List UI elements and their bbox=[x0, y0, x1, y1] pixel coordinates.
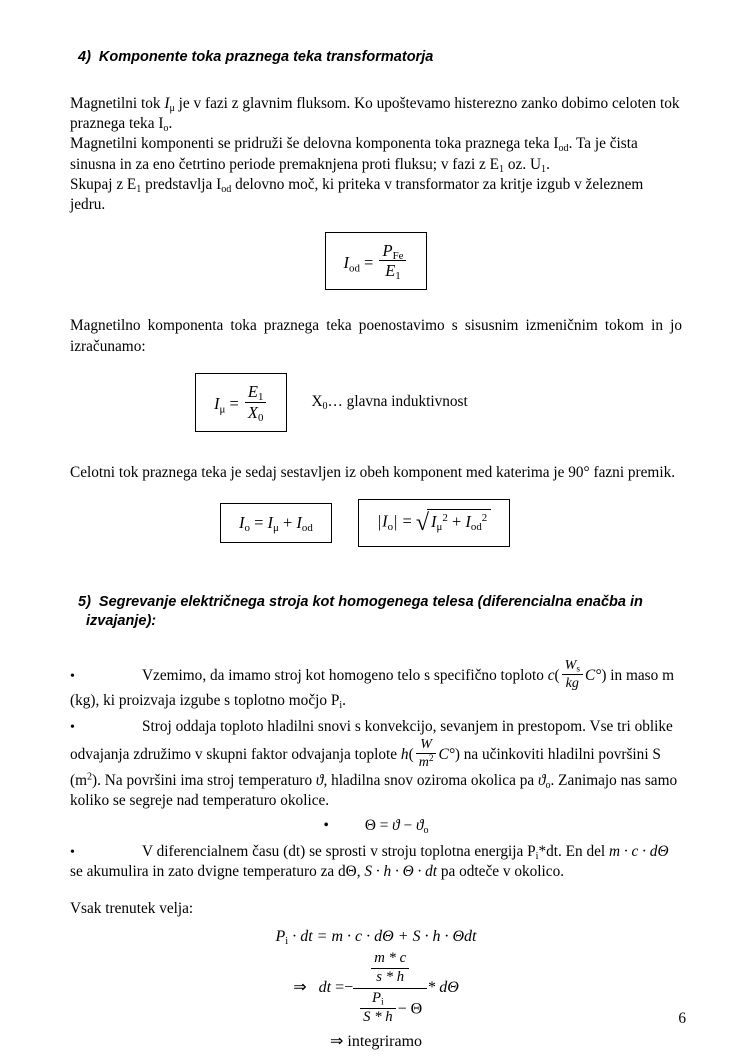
symbol-theta-o: $ϑ_o$ bbox=[537, 771, 551, 791]
para1-text-a: Magnetilni tok bbox=[70, 94, 165, 112]
page-number: 6 bbox=[678, 1010, 686, 1027]
section-5-title: Segrevanje električnega stroja kot homogenega telesa (diferencialna enačba in izvajanje): bbox=[86, 593, 643, 630]
equation-theta-row bbox=[70, 816, 682, 836]
bullet-icon bbox=[70, 717, 142, 738]
para1-text-b: je v fazi z glavnim fluksom. Ko upoštevamo histerezno zanko dobimo celoten tok praznega teka I bbox=[70, 94, 680, 132]
para1-text-c: . bbox=[168, 114, 173, 132]
bullet2-text-b: na učinkoviti hladilni površini S (m bbox=[70, 746, 661, 789]
section-5-bullet-1 bbox=[70, 658, 682, 712]
para2-text-d: . bbox=[546, 155, 550, 173]
final-line: ⇒ integriramo bbox=[329, 1032, 423, 1050]
bullet3-text-c: se akumulira in zato dvigne temperaturo za dΘ, bbox=[70, 863, 365, 881]
fraction-pi-over-sh: $\frac{P_i}{S * h}$ bbox=[360, 991, 395, 1026]
radical-icon: √ bbox=[415, 509, 430, 536]
section-4-heading bbox=[78, 48, 682, 68]
section-4-paragraph-5: Celotni tok praznega teka je sedaj sestavljen iz obeh komponent med katerima je 90° fazni premik. bbox=[70, 463, 676, 481]
formula-io-magnitude: $|I_o|$ = √ $I_\mu^2 + I_{od}^2$ bbox=[358, 499, 510, 547]
para3-sub-od: od bbox=[221, 183, 232, 195]
para2-sub-u1: 1 bbox=[541, 163, 547, 175]
formula-2-sidenote: $X_0\dots$ glavna induktivnost bbox=[311, 393, 468, 413]
abs-bar-right: | bbox=[394, 511, 398, 531]
formula-boxes-3-4-row bbox=[70, 499, 682, 547]
bullet1-text-b: in maso m (kg), ki proizvaja izgube s toplotno močjo P bbox=[70, 666, 674, 710]
bullet-icon bbox=[70, 666, 142, 687]
section-5-bullet-3 bbox=[70, 842, 682, 883]
fraction-e1-over-x0: $\frac{E_1}{X_0}$ bbox=[245, 383, 267, 422]
bullet3-text-d: pa odteče v okolico. bbox=[437, 863, 565, 881]
section-4-number: 4) bbox=[78, 49, 91, 65]
section-5-bullet-2 bbox=[70, 717, 682, 812]
bullet3-text-b: *dt. En del bbox=[538, 842, 610, 860]
closing-line: Vsak trenutek velja: bbox=[70, 899, 194, 917]
section-4-paragraph-3 bbox=[70, 175, 682, 216]
formula-i-mu: $I_\mu$ = $\frac{E_1}{X_0}$ bbox=[195, 373, 287, 432]
formula-box-1-row bbox=[70, 232, 682, 291]
para3-text-a: Skupaj z E bbox=[70, 175, 137, 193]
formula-io-sum: $I_o = I_\mu + I_{od}$ bbox=[220, 503, 332, 543]
bullet1-text-c: . bbox=[342, 692, 346, 710]
math-heat-transfer: h( $\frac{W}{m^2}$ C°) bbox=[400, 736, 460, 771]
bullet1-text-a: Vzemimo, da imamo stroj kot homogeno telo s specifično toploto bbox=[142, 666, 548, 684]
bullet2-text-c: ). Na površini ima stroj temperaturo bbox=[92, 771, 316, 789]
fraction-ws-over-kg: $\frac{W_s}{kg}$ bbox=[562, 658, 583, 691]
bullet2-text-a: Stroj oddaja toploto hladilni snovi s konvekcijo, sevanjem in prestopom. Vse tri oblike odvajanja združimo v skupni faktor odvajanja toplote bbox=[70, 717, 673, 764]
nested-fraction: $\frac{m * c}{s * h}$ $\frac{P_i}{S * h}$ − Θ bbox=[353, 951, 427, 1026]
symbol-theta: ϑ bbox=[315, 771, 324, 789]
bullet2-text-d: , hladilna snov oziroma okolica pa bbox=[323, 771, 538, 789]
page-content bbox=[70, 48, 682, 1051]
section-5-heading bbox=[78, 593, 682, 632]
para2-sub-1: 1 bbox=[499, 163, 505, 175]
final-equation-2: ⇒ dt =− $\frac{m * c}{s * h}$ $\frac{P_i}{S * h}$ − Θ * dΘ bbox=[293, 949, 459, 1025]
section-4-paragraph-2 bbox=[70, 134, 682, 175]
fraction-mc-over-sh: $\frac{m * c}{s * h}$ bbox=[371, 951, 409, 986]
bullet1-sub-i: i bbox=[339, 700, 343, 712]
para3-sub-e1: 1 bbox=[136, 183, 142, 195]
bullet3-text-a: V diferencialnem času (dt) se sprosti v stroju toplotna energija P bbox=[142, 842, 536, 860]
bullet3-sub-i: i bbox=[535, 850, 539, 862]
formula-i-od: $I_{od}$ = $\frac{P_{Fe}}{E_1}$ bbox=[325, 232, 428, 291]
fraction-w-over-m2: $\frac{W}{m^2}$ bbox=[416, 737, 437, 770]
para2-text-b: . Ta je čista sinusna in za eno četrtino periode premaknjena proti fluksu; v fazi z E bbox=[70, 135, 638, 173]
bullet2-text-e: . Zanimajo nas samo koliko se segreje nad temperaturo okolice. bbox=[70, 771, 678, 809]
math-mcdtheta: m · c · dΘ bbox=[609, 842, 669, 860]
para2-sub-od: od bbox=[558, 143, 569, 155]
implies-arrow-icon: ⇒ bbox=[293, 978, 307, 996]
symbol-i-mu: $I_\mu$ bbox=[164, 94, 175, 114]
section-4-paragraph-1 bbox=[70, 94, 682, 135]
para1-sub-o: o bbox=[163, 122, 169, 134]
section-4-title: Komponente toka praznega teka transformatorja bbox=[98, 49, 434, 65]
square-root: √ $I_\mu^2 + I_{od}^2$ bbox=[416, 509, 491, 537]
section-5-number: 5) bbox=[78, 593, 91, 610]
equation-theta: $\Theta = ϑ - ϑ_o$ bbox=[364, 817, 429, 837]
abs-bar-left: | bbox=[377, 511, 382, 531]
para2-text-a: Magnetilni komponenti se pridruži še delovna komponenta toka praznega teka I bbox=[70, 135, 559, 153]
bullet-icon: • bbox=[323, 817, 329, 835]
section-4-paragraph-4: Magnetilno komponenta toka praznega teka poenostavimo s sisusnim izmeničnim tokom in jo izračunamo: bbox=[70, 317, 682, 355]
math-shthetadt: S · h · Θ · dt bbox=[364, 863, 438, 881]
para3-text-c: delovno moč, ki priteka v transformator za kritje izgub v železnem jedru. bbox=[70, 175, 644, 214]
bullet-icon bbox=[70, 842, 142, 863]
bullet2-sup-2: 2 bbox=[87, 771, 93, 783]
math-specific-heat: c( $\frac{W_s}{kg}$ C°) bbox=[547, 656, 607, 692]
para2-text-c: oz. U bbox=[504, 155, 542, 173]
para3-text-b: predstavlja I bbox=[141, 175, 222, 193]
implies-arrow-icon: ⇒ bbox=[329, 1032, 344, 1050]
formula-box-2-row bbox=[70, 373, 682, 432]
final-equation-1: $P_i$ · dt = m · c · dΘ + S · h · Θdt bbox=[275, 927, 477, 947]
fraction-pfe-over-e1: $\frac{P_{Fe}}{E_1}$ bbox=[379, 242, 406, 281]
